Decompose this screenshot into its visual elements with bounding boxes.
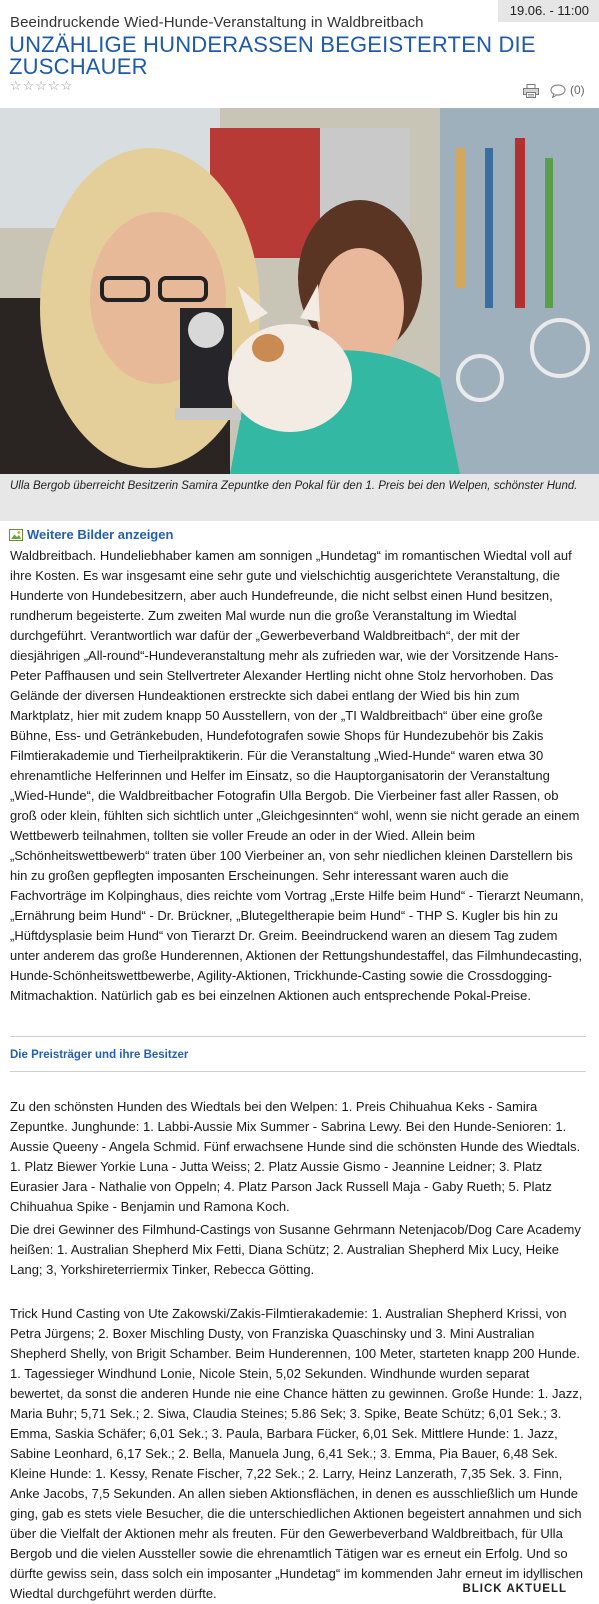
section-subheading: Die Preisträger und ihre Besitzer xyxy=(10,1049,189,1061)
more-photos-link[interactable] xyxy=(9,527,173,542)
article-paragraph-2: Zu den schönsten Hunden des Wiedtals bei den Welpen: 1. Preis Chihuahua Keks - Samira Zepuntke. Junghunde: 1. Labbi-Aussie Mix Summer - Sabrina Lewy. Bei den Hunde-Senioren: 1. Aussie Queeny - Angela Schmid. Fünf erwachsene Hunde sind die schönsten Hunde des Wiedtals. 1. Platz Biewer Yorkie Luna - Jutta Weiss; 2. Platz Aussie Gismo - Jeannine Leidner; 3. Platz Eurasier Jara - Nathalie von Oppeln; 4. Platz Parson Jack Russell Maja - Gaby Rueth; 5. Platz Chihuahua Spike - Benjamin und Ramona Koch. xyxy=(10,1099,581,1214)
article-kicker: Beeindruckende Wied-Hunde-Veranstaltung in Waldbreitbach xyxy=(10,14,424,31)
article-headline: UNZÄHLIGE HUNDERASSEN BEGEISTERTEN DIE ZUSCHAUER xyxy=(9,32,536,79)
comment-count[interactable]: (0) xyxy=(570,83,585,97)
comment-bubble-icon[interactable] xyxy=(550,84,566,98)
photo-caption xyxy=(0,474,599,521)
article-photo xyxy=(0,108,599,474)
print-icon[interactable] xyxy=(523,84,539,98)
section-divider-top xyxy=(10,1036,586,1037)
article-dateline: 19.06. - 11:00 xyxy=(498,0,599,22)
photo-caption-text: Ulla Bergob überreicht Besitzerin Samira Zepuntke den Pokal für den 1. Preis bei den Welpen, schönster Hund. xyxy=(10,480,578,492)
article-paragraph-4: Trick Hund Casting von Ute Zakowski/Zakis-Filmtierakademie: 1. Australian Shepherd Krissi, von Petra Jürgens; 2. Boxer Mischling Dusty, von Franziska Quaschinsky und 3. Mini Australian Shepherd Shelly, von Brigit Schamber. Beim Hunderennen, 100 Meter, starteten knapp 200 Hunde. 1. Tagessieger Windhund Lonie, Nicole Stein, 5,02 Sekunden. Windhunde wurden separat bewertet, da sonst die anderen Hunde nie eine Chance hätten zu gewinnen. Große Hunde: 1. Jazz, Maria Buhr; 5,71 Sek.; 2. Siwa, Claudia Steines; 5.86 Sek; 3. Spike, Beate Schütz; 6,01 Sek.; 3. Emma, Saskia Schäfer; 6,01 Sek.; 3. Paula, Barbara Fücker, 6,01 Sek. Mittlere Hunde: 1. Jazz, Sabine Leonhard, 6,17 Sek.; 2. Bella, Manuela Jung, 6,41 Sek.; 3. Emma, Pia Bauer, 6,48 Sek. Kleine Hunde: 1. Kessy, Renate Fischer, 7,22 Sek.; 2. Larry, Heinz Lanzerath, 7,35 Sek. 3. Finn, Anke Jacobs, 7,5 Sekunden. An allen sieben Aktionsflächen, in denen es ausschließlich um Hunde ging, gab es stets viele Besucher, die die unterschiedlichen Aktionen begeistert annahmen und sich über die Vielfalt der Aktionen mehr als freuten. Für den Gewerbeverband Waldbreitbach, für Ulla Bergob und die vielen Aussteller sowie die ehrenamtlich Tätigen war es erneut ein Erfolg. Und so dürfte gewiss sein, dass solch ein imposanter „Hundetag“ im kommenden Jahr erneut im idyllischen Wiedtal durchgeführt werden dürfte. xyxy=(10,1306,583,1601)
section-divider-bottom xyxy=(10,1071,586,1072)
publisher-brand: BLICK AKTUELL xyxy=(462,1583,567,1595)
article-paragraph-1: Waldbreitbach. Hundeliebhaber kamen am sonnigen „Hundetag“ im romantischen Wiedtal voll auf ihre Kosten. Es war insgesamt eine sehr gute und vielschichtig ausgerichtete Veranstaltung, die Hunderte von Hundebesitzern, aber auch Hundefreunde, die nicht selbst einen Hund besitzen, rundherum begeisterte. Zum zweiten Mal wurde nun die große Veranstaltung im Wiedtal durchgeführt. Verantwortlich war dafür der „Gewerbeverband Waldbreitbach“, der mit der diesjährigen „All-round“-Hundeveranstaltung mehr als zufrieden war, wie der Vorsitzende Hans-Peter Paffhausen und sein Stellvertreter Alexander Hertling nicht ohne Stolz hervorhoben. Das Gelände der diversen Hundeaktionen erstreckte sich dabei entlang der Wied bis hin zum Marktplatz, hier mit zudem knapp 50 Ausstellern, von der „TI Waldbreitbach“ über eine große Bühne, Ess- und Getränkebuden, Hundefotografen sowie Shops für Hundezubehör bis Zakis Filmtierakademie und Tierheilpraktikerin. Für die Veranstaltung „Wied-Hunde“ waren etwa 30 ehrenamtliche Helferinnen und Helfer im Einsatz, so die Hauptorganisatorin der Veranstaltung „Wied-Hunde“, die Waldbreitbacher Fotografin Ulla Bergob. Die Vierbeiner fast aller Rassen, ob groß oder klein, fühlten sich sichtlich unter „Gleichgesinnten“ wohl, wenn sie nicht gerade an einem Wettbewerb teilnahmen, tollten sie voller Freude an oder in der Wied. Allein beim „Schönheitswettbewerb“ traten über 100 Vierbeiner an, von sehr niedlichen kleinen Darstellern bis hin zu großen gepflegten imposanten Erscheinungen. Sehr interessant waren auch die Fachvorträge im Kolpinghaus, dies reichte vom Vortrag „Erste Hilfe beim Hund“ - Tierarzt Neumann, „Ernährung beim Hund“ - Dr. Brückner, „Blutegeltherapie beim Hund“ - THP S. Kugler bis hin zu „Hüftdysplasie beim Hund“ von Tierarzt Dr. Greim. Beeindruckend waren an diesem Tag zudem unter anderem das große Hunderennen, Aktionen der Rettungshundestaffel, das Filmhundecasting, Hunde-Schönheitswettbewerbe, Agility-Aktionen, Trickhunde-Casting sowie die Crossdogging-Mitmachaktion. Natürlich gab es bei einzelnen Aktionen auch entsprechende Pokal-Preise. xyxy=(10,548,584,1003)
more-photos-label: Weitere Bilder anzeigen xyxy=(27,527,174,542)
article-paragraph-3: Die drei Gewinner des Filmhund-Castings von Susanne Gehrmann Netenjacob/Dog Care Academy heißen: 1. Australian Shepherd Mix Fetti, Diana Schütz; 2. Australian Shepherd Mix Lucy, Heike Lang; 3, Yorkshireterriermix Tinker, Rebecca Götting. xyxy=(10,1222,581,1277)
photo-gallery-icon xyxy=(9,528,23,542)
rating-stars[interactable]: ☆☆☆☆☆ xyxy=(10,78,74,93)
